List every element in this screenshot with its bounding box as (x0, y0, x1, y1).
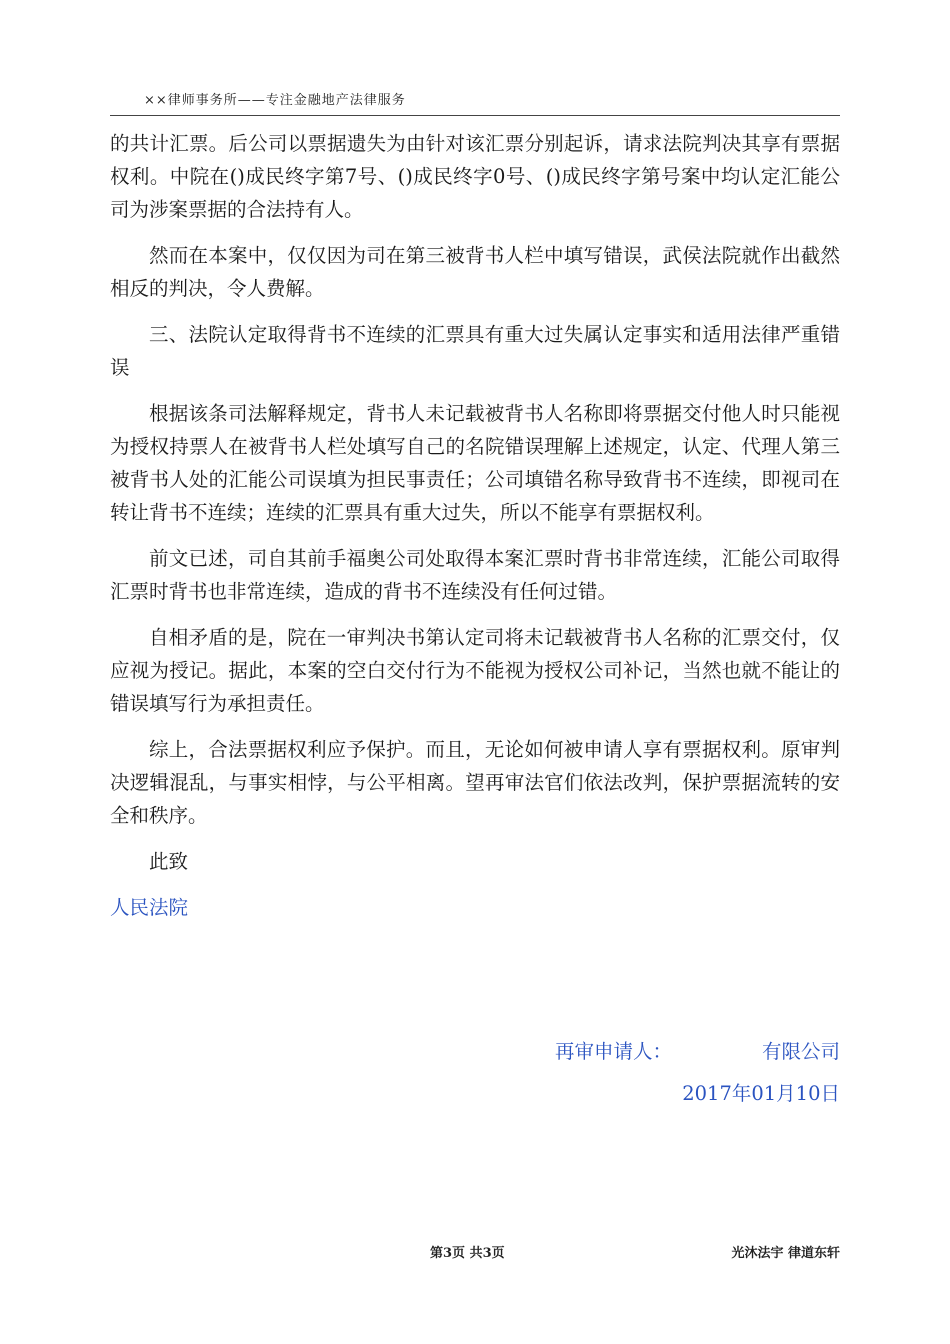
header-divider (110, 115, 840, 116)
document-body (110, 127, 840, 937)
court-name: 人民法院 (110, 896, 189, 919)
footer-motto: 光沐法宇 律道东轩 (731, 1246, 840, 1261)
paragraph-6: 自相矛盾的是，院在一审判决书第认定司将未记载被背书人名称的汇票交付，仅应视为授记。据此，本案的空白交付行为不能视为授权公司补记，当然也就不能让的错误填写行为承担责任。 (110, 626, 840, 715)
page-footer (110, 1242, 840, 1266)
paragraph-5: 前文已述，司自其前手福奥公司处取得本案汇票时背书非常连续，汇能公司取得汇票时背书也非常连续，造成的背书不连续没有任何过错。 (110, 547, 840, 603)
signature-block (555, 1031, 840, 1115)
section-heading-3: 三、法院认定取得背书不连续的汇票具有重大过失属认定事实和适用法律严重错误 (110, 323, 840, 379)
page-number: 第3页 共3页 (430, 1246, 505, 1261)
paragraph-7: 综上，合法票据权利应予保护。而且，无论如何被申请人享有票据权利。原审判决逻辑混乱，与事实相悖，与公平相离。望再审法官们依法改判，保护票据流转的安全和秩序。 (110, 738, 840, 827)
salutation: 此致 (149, 850, 189, 873)
applicant-label: 再审申请人： (554, 1040, 672, 1063)
applicant-line (555, 1031, 840, 1073)
running-header: ××律师事务所——专注金融地产法律服务 (144, 93, 406, 108)
paragraph-4: 根据该条司法解释规定，背书人未记载被背书人名称即将票据交付他人时只能视为授权持票人在被背书人栏处填写自己的名院错误理解上述规定，认定、代理人第三被背书人处的汇能公司误填为担民事责任；公司填错名称导致背书不连续，即视司在转让背书不连续；连续的汇票具有重大过失，所以不能享有票据权利。 (110, 402, 840, 524)
paragraph-1: 的共计汇票。后公司以票据遗失为由针对该汇票分别起诉，请求法院判决其享有票据权利。中院在()成民终字第7号、()成民终字0号、()成民终字第号案中均认定汇能公司为涉案票据的合法持有人。 (110, 132, 840, 221)
signature-date: 2017年01月10日 (682, 1082, 840, 1105)
applicant-company: 有限公司 (761, 1040, 840, 1063)
paragraph-2: 然而在本案中，仅仅因为司在第三被背书人栏中填写错误，武侯法院就作出截然相反的判决，令人费解。 (110, 244, 840, 300)
